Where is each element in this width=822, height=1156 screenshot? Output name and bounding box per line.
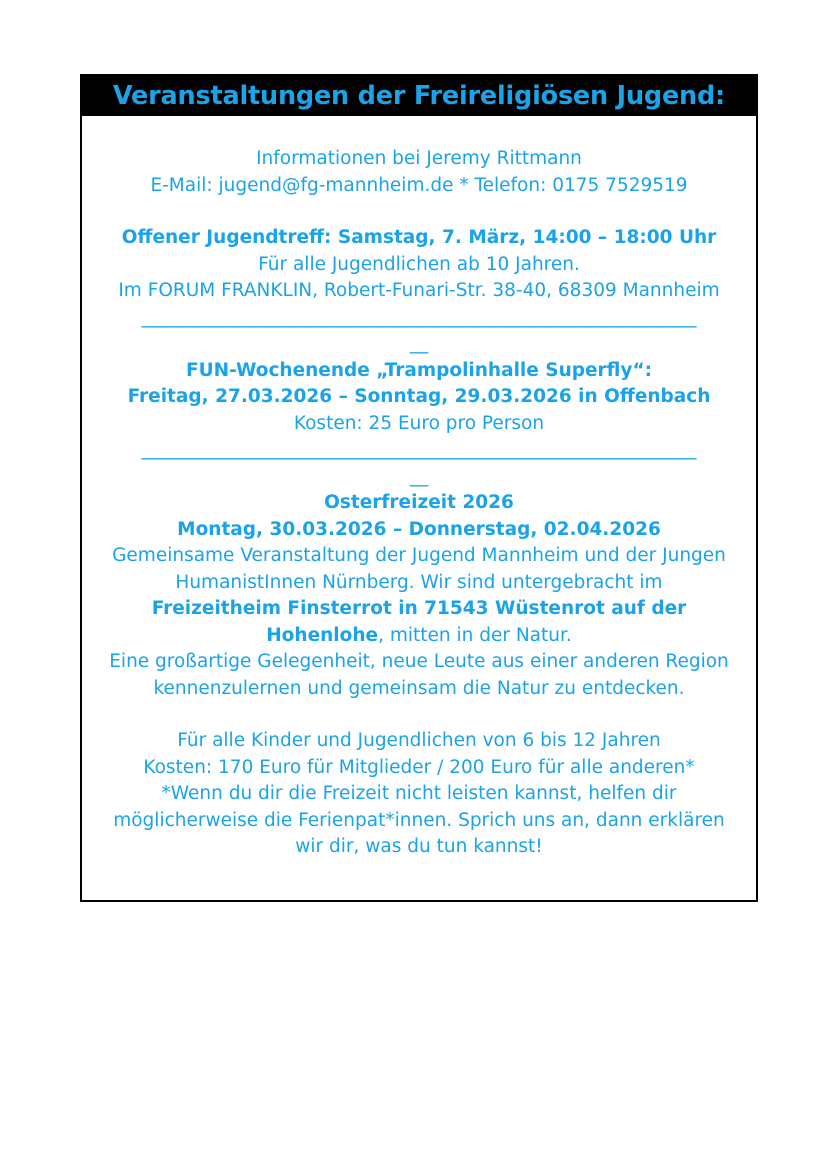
jugendtreff-section: [88, 225, 750, 305]
page-title: Veranstaltungen der Freireligiösen Jugend:: [112, 81, 726, 111]
osterfreizeit-desc-3: Eine großartige Gelegenheit, neue Leute aus einer anderen Region: [109, 651, 729, 672]
events-content: [82, 116, 756, 861]
osterfreizeit-location-bold: Hohenlohe: [266, 624, 379, 646]
osterfreizeit-note-3: wir dir, was du tun kannst!: [295, 836, 543, 857]
fun-cost: Kosten: 25 Euro pro Person: [293, 412, 545, 434]
fun-dates: Freitag, 27.03.2026 – Sonntag, 29.03.2026 in Offenbach: [127, 386, 711, 407]
jugendtreff-location: Im FORUM FRANKLIN, Robert-Funari-Str. 38-40, 68309 Mannheim: [118, 280, 720, 301]
osterfreizeit-section: [88, 490, 750, 861]
osterfreizeit-note-2: möglicherweise die Ferienpat*innen. Sprich uns an, dann erklären: [113, 809, 725, 831]
osterfreizeit-note-1: *Wenn du dir die Freizeit nicht leisten kannst, helfen dir: [161, 783, 677, 804]
header-bar: [82, 76, 756, 116]
separator-line: ____________________________________________________________: [141, 439, 697, 460]
jugendtreff-audience: Für alle Jugendlichen ab 10 Jahren.: [258, 253, 580, 275]
fun-wochenende-section: [88, 358, 750, 438]
osterfreizeit-desc-4: kennenzulernen und gemeinsam die Natur zu entdecken.: [153, 677, 685, 699]
events-box: [80, 74, 758, 902]
osterfreizeit-desc-2: HumanistInnen Nürnberg. Wir sind untergebracht im: [175, 571, 663, 593]
separator-tail: __: [409, 465, 429, 487]
osterfreizeit-desc-1: Gemeinsame Veranstaltung der Jugend Mannheim und der Jungen: [112, 545, 726, 566]
separator-tail: __: [409, 333, 429, 354]
fun-title: FUN-Wochenende „Trampolinhalle Superfly“:: [186, 359, 652, 381]
contact-section: [88, 146, 750, 199]
osterfreizeit-dates: Montag, 30.03.2026 – Donnerstag, 02.04.2026: [177, 518, 661, 540]
osterfreizeit-location-1: Freizeitheim Finsterrot in 71543 Wüstenrot auf der: [151, 598, 687, 619]
contact-name: Informationen bei Jeremy Rittmann: [256, 148, 582, 169]
osterfreizeit-location-2: [88, 623, 750, 650]
contact-details: E-Mail: jugend@fg-mannheim.de * Telefon: 0175 7529519: [150, 174, 688, 196]
osterfreizeit-audience: Für alle Kinder und Jugendlichen von 6 bis 12 Jahren: [177, 730, 661, 751]
osterfreizeit-location-rest: , mitten in der Natur.: [378, 624, 572, 646]
jugendtreff-title: Offener Jugendtreff: Samstag, 7. März, 14:00 – 18:00 Uhr: [121, 227, 717, 248]
separator-line: ____________________________________________________________: [141, 306, 697, 328]
osterfreizeit-cost: Kosten: 170 Euro für Mitglieder / 200 Euro für alle anderen*: [143, 756, 695, 778]
osterfreizeit-title: Osterfreizeit 2026: [324, 492, 514, 513]
